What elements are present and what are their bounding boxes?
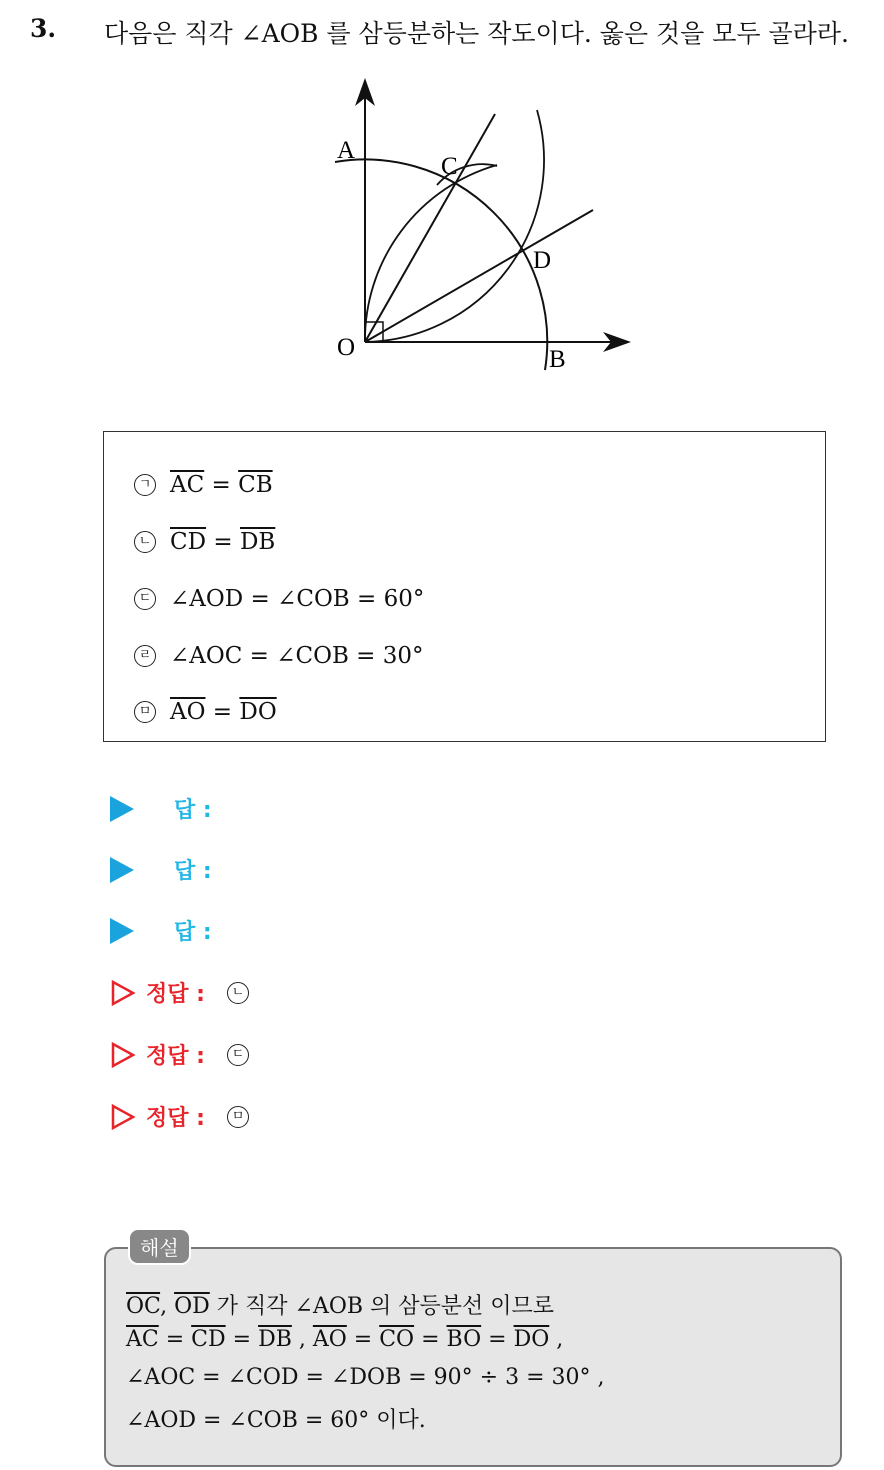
correct-label: 정답 : bbox=[146, 1106, 205, 1131]
segment: $\overline{OC}$ bbox=[126, 1294, 161, 1319]
answer-row bbox=[110, 854, 212, 885]
segment: $\overline{CD}$ bbox=[191, 1327, 226, 1352]
solution-line-1 bbox=[126, 1289, 554, 1320]
option-marker: ㄹ bbox=[134, 645, 156, 667]
correct-answer-row bbox=[110, 1101, 249, 1132]
op: = bbox=[204, 472, 239, 498]
solution-line-3: ∠AOC = ∠COD = ∠DOB = 90° ÷ 3 = 30° , bbox=[126, 1365, 605, 1390]
question-text: 다음은 직각 ∠AOB 를 삼등분하는 작도이다. 옳은 것을 모두 골라라. bbox=[104, 19, 849, 48]
ray-od bbox=[365, 210, 593, 342]
segment: $\overline{AO}$ bbox=[312, 1327, 347, 1352]
segment: $\overline{CO}$ bbox=[379, 1327, 415, 1352]
segment: $\overline{CB}$ bbox=[238, 472, 273, 498]
option-marker: ㄴ bbox=[134, 531, 156, 553]
answer-row bbox=[110, 915, 212, 946]
triangle-outline-icon bbox=[110, 1104, 136, 1130]
option-3 bbox=[134, 586, 424, 612]
correct-value: ㄷ bbox=[227, 1044, 249, 1066]
segment: $\overline{OD}$ bbox=[174, 1294, 210, 1319]
triangle-outline-icon bbox=[110, 980, 136, 1006]
segment: $\overline{DO}$ bbox=[513, 1327, 550, 1352]
arc-center-b bbox=[365, 165, 497, 342]
correct-label: 정답 : bbox=[146, 1044, 205, 1069]
op: = bbox=[205, 699, 240, 725]
segment: $\overline{DO}$ bbox=[239, 699, 277, 725]
correct-value: ㄴ bbox=[227, 982, 249, 1004]
option-1 bbox=[134, 472, 273, 498]
solution-line-4: ∠AOD = ∠COB = 60° 이다. bbox=[126, 1408, 426, 1433]
triangle-icon bbox=[110, 918, 134, 944]
sep: , bbox=[549, 1327, 564, 1352]
option-marker: ㄷ bbox=[134, 588, 156, 610]
segment: $\overline{BO}$ bbox=[446, 1327, 482, 1352]
answer-label: 답 : bbox=[174, 920, 212, 945]
triangle-icon bbox=[110, 796, 134, 822]
label-b: B bbox=[549, 346, 566, 373]
solution-line-2 bbox=[126, 1327, 563, 1352]
label-d: D bbox=[533, 247, 552, 274]
sep: , bbox=[160, 1294, 175, 1319]
trisection-figure bbox=[325, 70, 645, 390]
expression: ∠AOC = ∠COB = 30° bbox=[170, 643, 424, 669]
option-2 bbox=[134, 529, 275, 555]
correct-answer-row bbox=[110, 977, 249, 1008]
question-number: 3. bbox=[30, 14, 57, 43]
solution-tag: 해설 bbox=[128, 1228, 191, 1265]
triangle-icon bbox=[110, 857, 134, 883]
label-o: O bbox=[337, 334, 356, 361]
segment: $\overline{CD}$ bbox=[170, 529, 207, 555]
segment: $\overline{AC}$ bbox=[126, 1327, 159, 1352]
sep: , bbox=[291, 1327, 313, 1352]
op: = bbox=[225, 1327, 259, 1352]
correct-answer-row bbox=[110, 1039, 249, 1070]
solution-box bbox=[104, 1247, 842, 1467]
segment: $\overline{DB}$ bbox=[239, 529, 276, 555]
arc-center-a bbox=[365, 110, 544, 342]
option-marker: ㄱ bbox=[134, 474, 156, 496]
op: = bbox=[346, 1327, 380, 1352]
correct-label: 정답 : bbox=[146, 982, 205, 1007]
op: = bbox=[206, 529, 240, 555]
triangle-outline-icon bbox=[110, 1042, 136, 1068]
ray-oc bbox=[365, 114, 495, 342]
op: = bbox=[414, 1327, 447, 1352]
segment: $\overline{DB}$ bbox=[258, 1327, 292, 1352]
option-4 bbox=[134, 643, 424, 669]
segment: $\overline{AO}$ bbox=[170, 699, 206, 725]
answer-label: 답 : bbox=[174, 798, 212, 823]
option-marker: ㅁ bbox=[134, 701, 156, 723]
answer-label: 답 : bbox=[174, 859, 212, 884]
expression: ∠AOD = ∠COB = 60° bbox=[170, 586, 425, 612]
label-c: C bbox=[441, 153, 458, 180]
text: 가 직각 ∠AOB 의 삼등분선 이므로 bbox=[209, 1294, 555, 1319]
label-a: A bbox=[337, 137, 356, 164]
options-box bbox=[103, 431, 826, 742]
option-5 bbox=[134, 699, 277, 725]
segment: $\overline{AC}$ bbox=[170, 472, 205, 498]
op: = bbox=[158, 1327, 192, 1352]
op: = bbox=[481, 1327, 514, 1352]
correct-value: ㅁ bbox=[227, 1106, 249, 1128]
answer-row bbox=[110, 793, 212, 824]
